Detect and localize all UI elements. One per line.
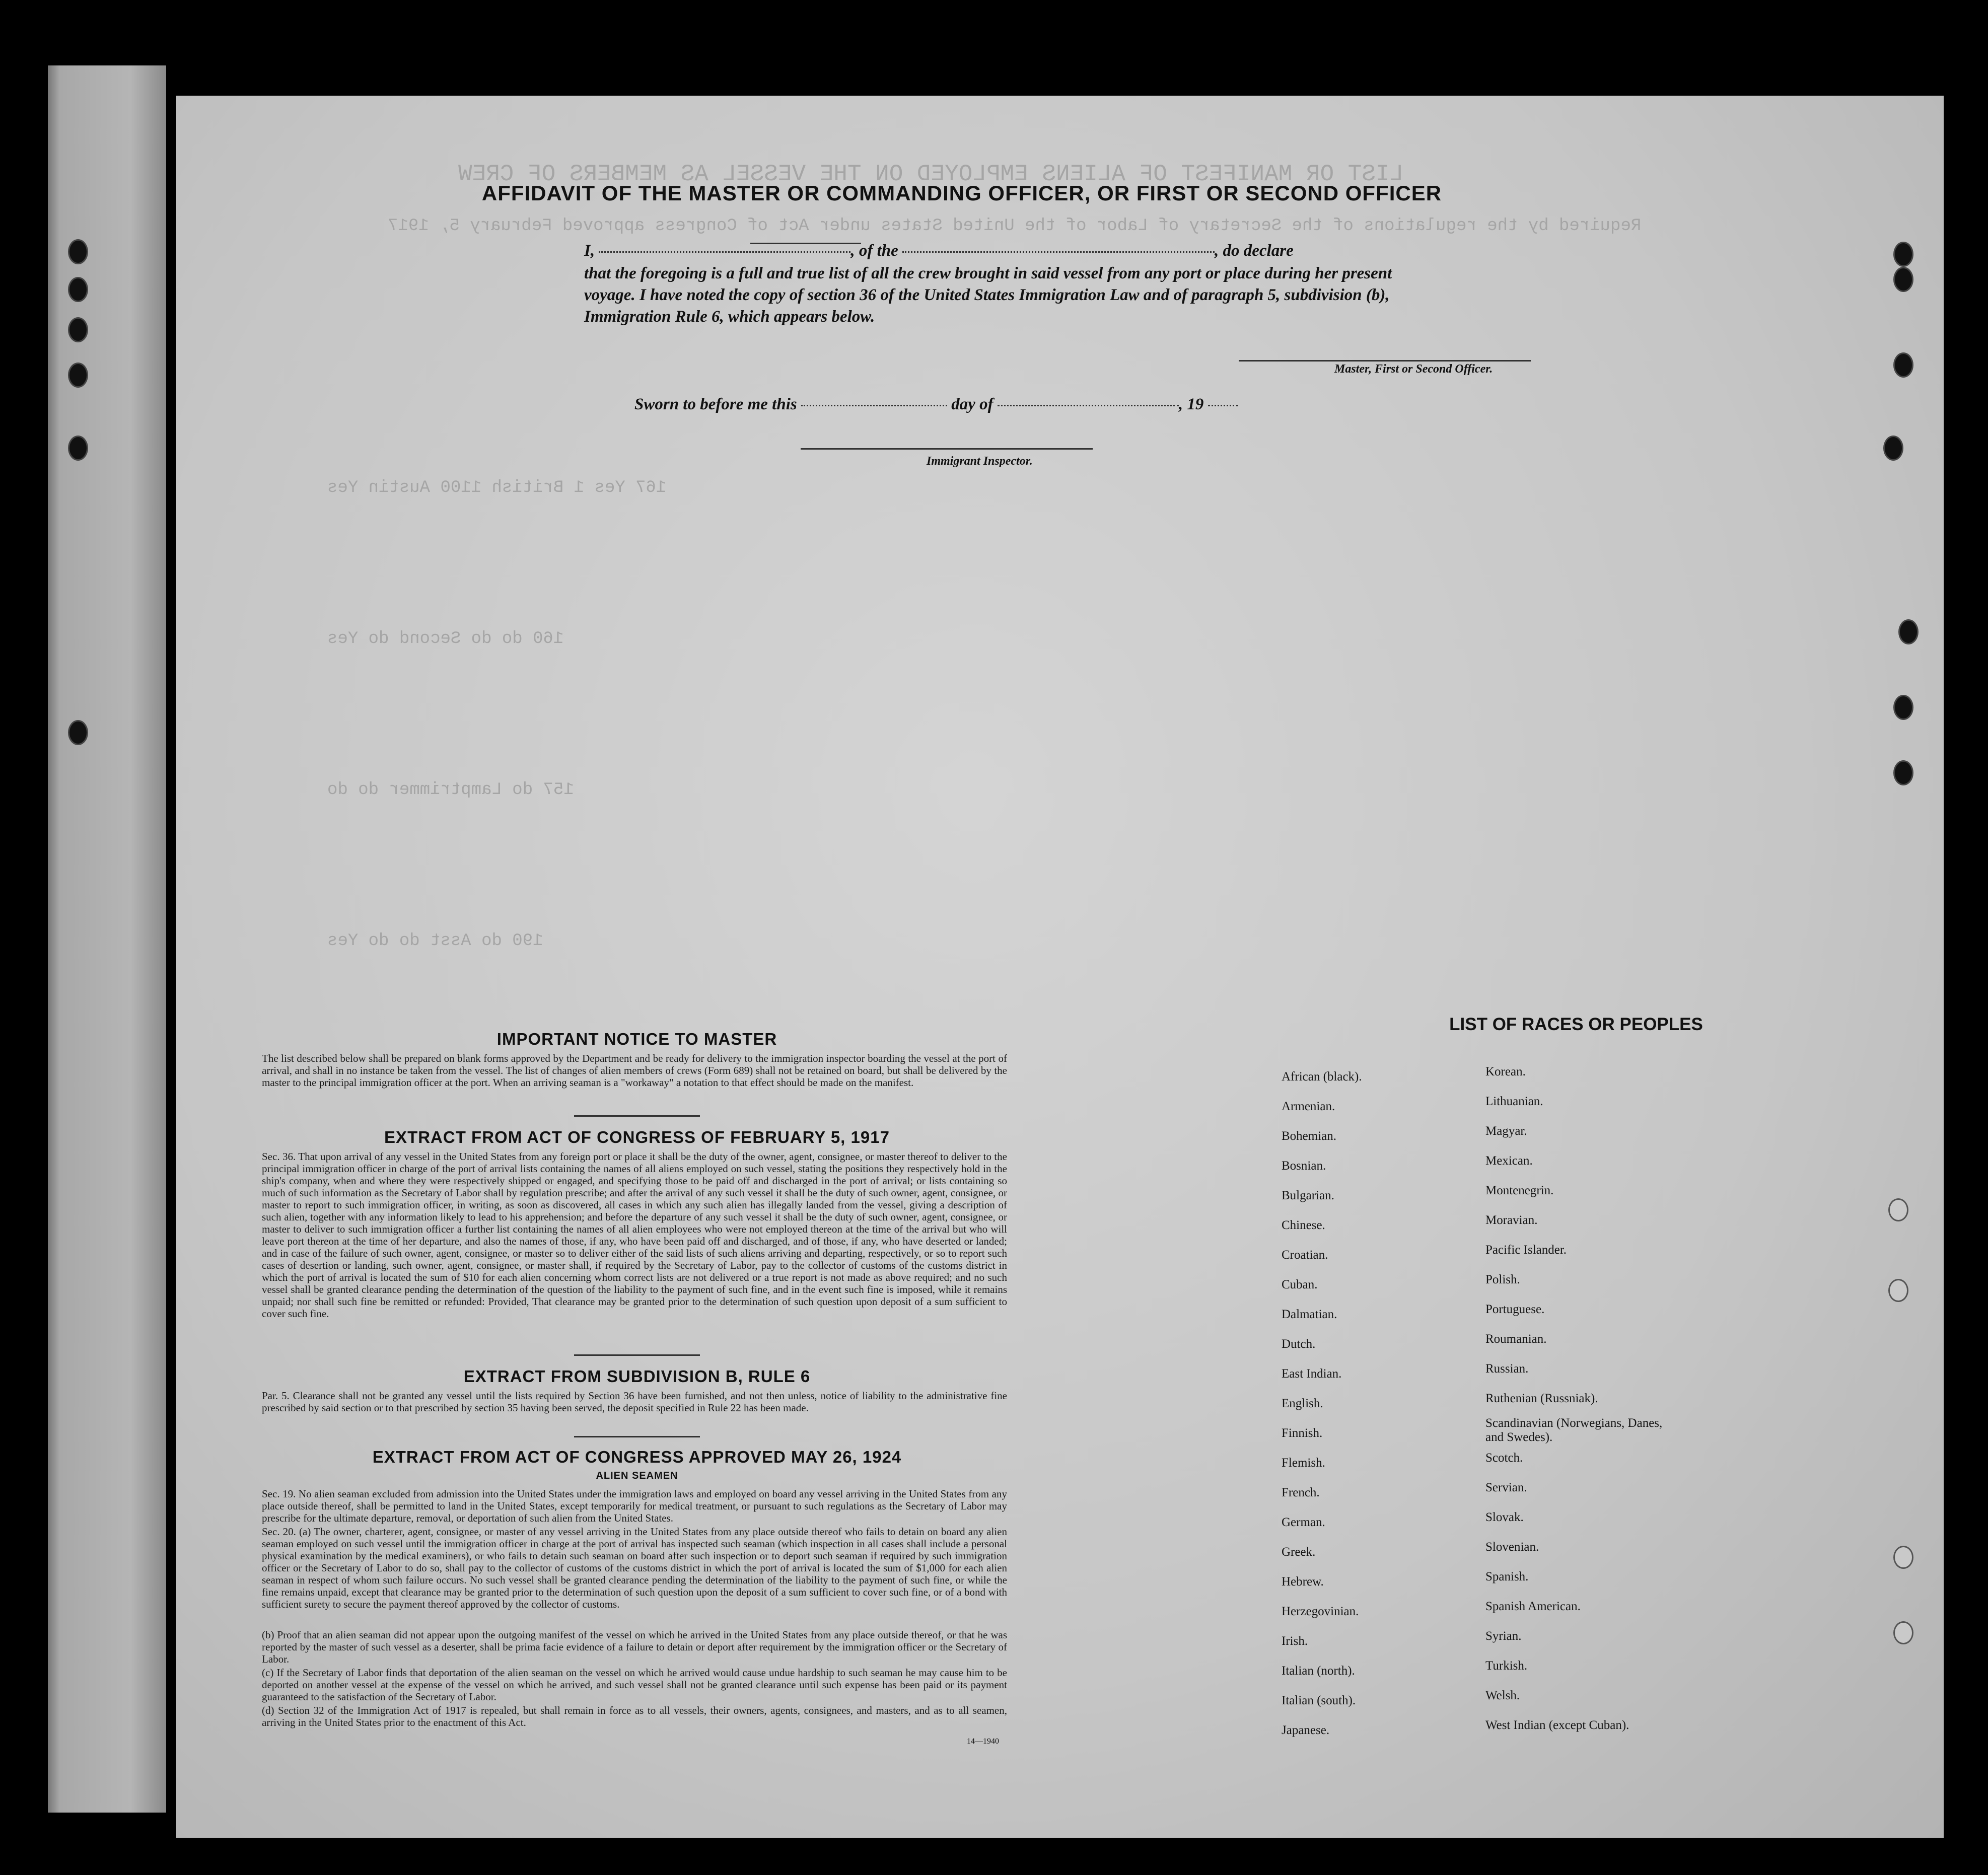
race-item: Mexican. [1485, 1154, 1533, 1168]
race-item: Korean. [1485, 1065, 1526, 1078]
extract-1917-body: Sec. 36. That upon arrival of any vessel in the United States from any foreign port or place it shall be the duty of the owner, agent, consignee, or master thereof to deliver to the principal immigration officer in charge of the port of arrival lists containing the names of all aliens employed on such vessel, stating the positions they respectively hold in the ship's company, when and where they were respectively shipped or engaged, and specifying those to be paid off and discharged in the port of arrival; or lists containing so much of such information as the Secretary of Labor shall by regulation prescribe; and after the arrival of any such vessel it shall be the duty of such owner, agent, consignee, or master to report to such immigration officer, in writing, as soon as discovered, all cases in which any such alien has illegally landed from the vessel, giving a description of such alien, together with any information likely to lead to his apprehension; and before the departure of any such vessel it shall be the duty of such owner, agent, consignee, or master to deliver to such immigration officer a further list containing the names of all alien employees who were not employed thereon at the time of the arrival but who will leave port thereon at the time of her departure, and also the names of those, if any, who have been paid off and discharged, and of those, if any, who have deserted or landed; and in case of the failure of such owner, agent, consignee, or master so to deliver either of the said lists of such aliens arriving and departing, respectively, or so to report such cases of desertion or landing, such owner, agent, consignee, or master shall, if required by the Secretary of Labor, pay to the collector of customs of the customs district in which the port of arrival is located the sum of $10 for each alien concerning whom correct lists are not delivered or a true report is not made as above required; and no such vessel shall be granted clearance pending the determination of the question of the liability to the payment of such fine, and in the event such fine is imposed, while it remains unpaid; nor shall such fine be remitted or refunded: Provided, That clearance may be granted prior to the determination of such question upon deposit of a sum sufficient to cover such fine. [262, 1150, 1007, 1320]
name-blank [599, 251, 850, 253]
race-item: Herzegovinian. [1282, 1605, 1359, 1618]
extract-1924-title: EXTRACT FROM ACT OF CONGRESS APPROVED MAY 26, 1924 [372, 1448, 902, 1466]
inspector-signature-label: Immigrant Inspector. [927, 455, 1033, 468]
binding-hole [68, 277, 88, 302]
extract-1917-title: EXTRACT FROM ACT OF CONGRESS OF FEBRUARY 5, 1917 [384, 1128, 890, 1146]
extract-1924-sec20c: (c) If the Secretary of Labor finds that deportation of the alien seaman on the vessel on which he arrived would cause undue hardship to such seaman he may cause him to be deported on another vessel at the expense of the vessel on which he arrived, and such vessel shall not be granted clearance until such expense has been paid or its payment guaranteed to the satisfaction of the Secretary of Labor. [262, 1667, 1007, 1703]
race-item: Spanish. [1485, 1570, 1529, 1583]
sworn-day-blank [801, 405, 947, 406]
extract-rule6-body: Par. 5. Clearance shall not be granted any vessel until the lists required by Section 36 have been furnished, and not then unless, notice of liability to the administrative fine prescribed by said section or to that prescribed by section 35 having been served, the deposit specified in Rule 22 has been made. [262, 1390, 1007, 1414]
affidavit-title: AFFIDAVIT OF THE MASTER OR COMMANDING OFFICER, OR FIRST OR SECOND OFFICER [481, 181, 1442, 205]
binding-hole [1893, 1546, 1913, 1569]
race-item: Dutch. [1282, 1337, 1316, 1351]
binding-hole [1893, 352, 1913, 378]
race-item: Portuguese. [1485, 1303, 1545, 1316]
affidavit-line-3: voyage. I have noted the copy of section 36 of the United States Immigration Law and of paragraph 5, subdivision (b), [584, 286, 1390, 304]
master-signature-label: Master, First or Second Officer. [1334, 363, 1493, 376]
race-item: Chinese. [1282, 1218, 1325, 1232]
race-item: Bohemian. [1282, 1129, 1337, 1143]
master-signature-line [1239, 360, 1531, 362]
race-item: Turkish. [1485, 1659, 1528, 1673]
form-code: 14—1940 [967, 1737, 999, 1746]
race-item: Russian. [1485, 1362, 1529, 1376]
race-item: Slovak. [1485, 1510, 1524, 1524]
extract-1924-sec19: Sec. 19. No alien seaman excluded from admission into the United States under the immigration laws and employed on board any vessel arriving in the United States from any place outside thereof, shall be permitted to land in the United States, except temporarily for medical treatment, or pursuant to such regulations as the Secretary of Labor may prescribe for the ultimate departure, removal, or deportation of such alien from the United States. [262, 1488, 1007, 1524]
sworn-day-of: day of [951, 395, 993, 413]
race-item: Dalmatian. [1282, 1308, 1337, 1321]
affidavit-line-4: Immigration Rule 6, which appears below. [584, 308, 875, 326]
sworn-year: , 19 [1178, 395, 1204, 413]
binding-hole [1893, 695, 1913, 720]
race-item: East Indian. [1282, 1367, 1342, 1381]
bleed-through-text: Required by the regulations of the Secretary of Labor of the United States under Act of Congress approved February 5, 1917 [388, 217, 1642, 236]
affidavit-do-declare: , do declare [1215, 242, 1294, 260]
sworn-year-blank [1208, 405, 1238, 406]
binding-hole [68, 436, 88, 461]
divider [574, 1436, 700, 1437]
sworn-line [634, 395, 1238, 414]
adjacent-page-strip [48, 65, 166, 1813]
race-item: Moravian. [1485, 1213, 1538, 1227]
binding-hole [68, 239, 88, 264]
manifest-sheet [176, 96, 1944, 1838]
binding-hole [68, 720, 88, 745]
race-item: French. [1282, 1486, 1320, 1499]
race-item: Scandinavian (Norwegians, Danes, and Swedes). [1485, 1416, 1663, 1444]
divider [574, 1115, 700, 1117]
extract-1924-sec20d: (d) Section 32 of the Immigration Act of 1917 is repealed, but shall remain in force as to all vessels, their owners, agents, consignees, and masters, and as to all seamen, arriving in the United States prior to the enactment of this Act. [262, 1704, 1007, 1728]
race-item: Scotch. [1485, 1451, 1523, 1465]
race-item: Polish. [1485, 1273, 1520, 1286]
race-item: Slovenian. [1485, 1540, 1539, 1554]
race-item: Bosnian. [1282, 1159, 1326, 1173]
race-item: Italian (north). [1282, 1664, 1355, 1678]
race-item: Cuban. [1282, 1278, 1318, 1291]
race-item: Lithuanian. [1485, 1095, 1543, 1108]
race-item: Hebrew. [1282, 1575, 1324, 1589]
race-item: Irish. [1282, 1634, 1308, 1648]
inspector-signature-line [801, 448, 1093, 450]
extract-1924-subtitle: ALIEN SEAMEN [596, 1470, 678, 1481]
sworn-prefix: Sworn to before me this [634, 395, 797, 413]
race-item: Finnish. [1282, 1426, 1323, 1440]
notice-title: IMPORTANT NOTICE TO MASTER [496, 1030, 777, 1048]
race-item: German. [1282, 1516, 1325, 1529]
race-item: Croatian. [1282, 1248, 1328, 1262]
race-item: Italian (south). [1282, 1694, 1356, 1707]
race-item: Servian. [1485, 1481, 1527, 1494]
race-item: English. [1282, 1397, 1323, 1410]
extract-1924-sec20a: Sec. 20. (a) The owner, charterer, agent, consignee, or master of any vessel arriving in the United States from any place outside thereof who fails to detain on board any alien seaman employed on such vessel until the immigration officer in charge at the port of arrival has inspected such seaman (which inspection in all cases shall include a personal physical examination by the medical examiners), or who fails to detain such seaman on board after such inspection or to deport such seaman if required by such immigration officer or the Secretary of Labor to do so, shall pay to the collector of customs of the customs district in which the port of arrival is located the sum of $1,000 for each alien seaman in respect of whom such failure occurs. No such vessel shall be granted clearance pending the determination of the liability to the payment of such fine, or while the fine remains unpaid, except that clearance may be granted prior to the determination of such question upon the deposit of a sum sufficient to cover such fine, or of a bond with sufficient surety to secure the payment thereof approved by the collector of customs. [262, 1526, 1007, 1610]
race-item: West Indian (except Cuban). [1485, 1718, 1629, 1732]
binding-hole [68, 363, 88, 388]
bleed-through-text: LIST OR MANIFEST OF ALIENS EMPLOYED ON THE VESSEL AS MEMBERS OF CREW [458, 161, 1404, 187]
bleed-through-text: 190 do Asst do do Yes [327, 931, 543, 951]
race-item: Armenian. [1282, 1100, 1335, 1113]
bleed-through-text: 157 do Lamptrimmer do do [327, 780, 574, 800]
race-item: African (black). [1282, 1070, 1362, 1084]
affidavit-of-the: , of the [850, 242, 898, 260]
bleed-through-text: 167 Yes 1 British 1100 Austin Yes [327, 478, 667, 497]
race-item: Ruthenian (Russniak). [1485, 1392, 1598, 1405]
binding-hole [1893, 267, 1913, 292]
notice-body: The list described below shall be prepared on blank forms approved by the Department and be ready for delivery to the immigration inspector boarding the vessel at the port of arrival, and shall in no instance be taken from the vessel. The list of changes of alien members of crews (Form 689) shall not be retained on board, but shall be delivered by the master to the principal immigration officer at the port. When an arriving seaman is a "workaway" a notation to that effect should be made on the manifest. [262, 1052, 1007, 1089]
affidavit-declaration-line [584, 242, 1294, 260]
divider [574, 1354, 700, 1356]
binding-hole [1893, 760, 1913, 785]
race-item: Magyar. [1485, 1124, 1527, 1138]
race-item: Syrian. [1485, 1629, 1522, 1643]
race-item: Roumanian. [1485, 1332, 1547, 1346]
binding-hole [68, 317, 88, 342]
sworn-month-blank [998, 405, 1179, 406]
races-title: LIST OF RACES OR PEOPLES [1449, 1015, 1703, 1034]
extract-rule6-title: EXTRACT FROM SUBDIVISION B, RULE 6 [463, 1367, 811, 1386]
vessel-blank [902, 251, 1215, 253]
race-item: Pacific Islander. [1485, 1243, 1567, 1257]
race-item: Japanese. [1282, 1723, 1330, 1737]
bleed-through-text: 160 do do Second do Yes [327, 629, 564, 648]
affidavit-line-2: that the foregoing is a full and true list of all the crew brought in said vessel from any port or place during her present [584, 264, 1392, 282]
affidavit-i: I, [584, 242, 595, 260]
race-item: Flemish. [1282, 1456, 1325, 1470]
binding-hole [1888, 1279, 1908, 1302]
binding-hole [1888, 1198, 1908, 1221]
race-item: Bulgarian. [1282, 1189, 1334, 1202]
binding-hole [1883, 436, 1903, 461]
binding-hole [1898, 619, 1919, 644]
binding-hole [1893, 1621, 1913, 1644]
extract-1924-sec20b: (b) Proof that an alien seaman did not appear upon the outgoing manifest of the vessel on which he arrived in the United States from any place outside thereof, or that he was reported by the master of such vessel as a deserter, shall be prima facie evidence of a failure to detain or deport after requirement by the immigration officer or the Secretary of Labor. [262, 1629, 1007, 1665]
race-item: Greek. [1282, 1545, 1316, 1559]
race-item: Welsh. [1485, 1689, 1520, 1702]
binding-hole [1893, 242, 1913, 267]
race-item: Montenegrin. [1485, 1184, 1554, 1197]
race-item: Spanish American. [1485, 1600, 1581, 1613]
